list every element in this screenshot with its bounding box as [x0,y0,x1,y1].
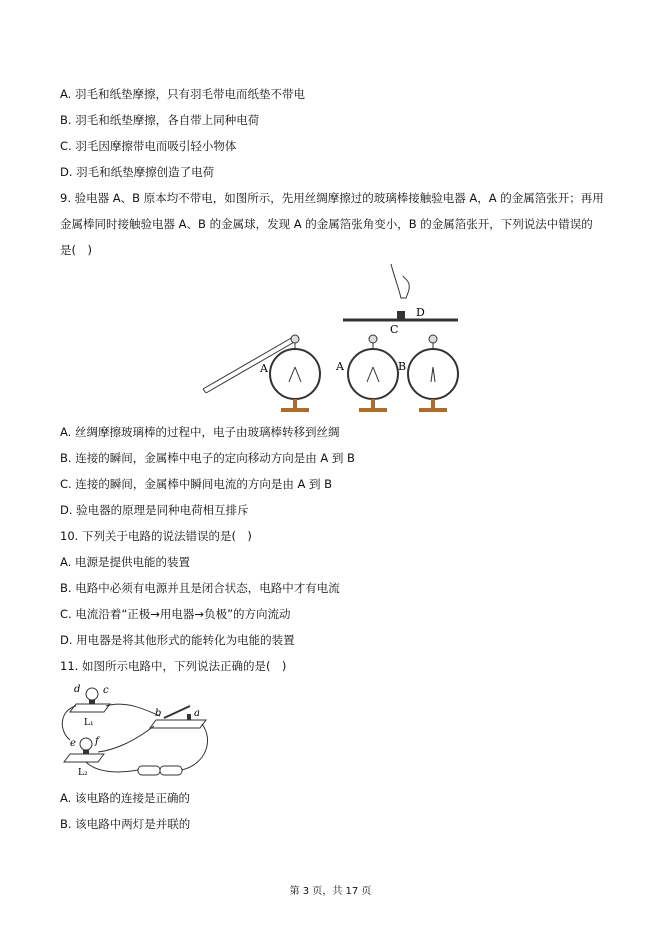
label-b: B [398,360,407,373]
battery-pack [138,766,182,775]
electroscope-a-left [259,335,320,412]
label-l1: L₁ [84,718,94,728]
metal-rod [343,264,458,336]
q10-option-c: C. 电流沿着“正极→用电器→负极”的方向流动 [60,607,291,621]
label-d-terminal: d [74,684,81,695]
label-a-terminal: a [194,708,200,719]
label-a-left: A [260,362,268,375]
q10-option-d: D. 用电器是将其他形式的能转化为电能的装置 [60,633,295,647]
label-e-terminal: e [70,738,76,749]
label-a-middle: A [336,360,344,373]
q9-option-b: B. 连接的瞬间，金属棒中电子的定向移动方向是由 A 到 B [60,451,355,465]
q10-stem: 10. 下列关于电路的说法错误的是( ) [60,529,252,543]
page-footer: 第 3 页，共 17 页 [289,886,372,897]
label-c-terminal: c [103,685,109,696]
q9-stem-line1: 9. 验电器 A、B 原本均不带电，如图所示，先用丝绸摩擦过的玻璃棒接触验电器 A，A 的金属箔张开；再用 [60,191,604,205]
q9-stem-line2: 金属棒同时接触验电器 A、B 的金属球，发现 A 的金属箔张角变小，B 的金属箔张开，下列说法中错误的 [60,217,593,231]
q10-option-a: A. 电源是提供电能的装置 [60,555,190,569]
circuit-figure [56,680,216,780]
q9-stem-line3: 是( ) [60,243,92,257]
electroscope-b [398,335,458,412]
label-c: C [390,323,399,336]
electroscope-figure [198,262,468,418]
lamp-l2 [64,736,104,778]
label-b-terminal: b [155,708,162,719]
q8-option-c: C. 羽毛因摩擦带电而吸引轻小物体 [60,139,237,153]
label-f-terminal: f [95,736,99,747]
q11-stem: 11. 如图所示电路中，下列说法正确的是( ) [60,659,287,673]
q9-option-c: C. 连接的瞬间，金属棒中瞬间电流的方向是由 A 到 B [60,477,333,491]
q10-option-b: B. 电路中必须有电源并且是闭合状态，电路中才有电流 [60,581,340,595]
q9-option-a: A. 丝绸摩擦玻璃棒的过程中，电子由玻璃棒转移到丝绸 [60,425,340,439]
q11-option-b: B. 该电路中两灯是并联的 [60,817,191,831]
q8-option-b: B. 羽毛和纸垫摩擦，各自带上同种电荷 [60,113,260,127]
label-l2: L₂ [78,768,88,778]
switch [150,706,206,728]
label-d: D [416,306,425,319]
q8-option-d: D. 羽毛和纸垫摩擦创造了电荷 [60,165,215,179]
electroscope-a-middle [335,335,398,412]
q11-option-a: A. 该电路的连接是正确的 [60,791,190,805]
q9-option-d: D. 验电器的原理是同种电荷相互排斥 [60,503,249,517]
q8-option-a: A. 羽毛和纸垫摩擦，只有羽毛带电而纸垫不带电 [60,87,305,101]
